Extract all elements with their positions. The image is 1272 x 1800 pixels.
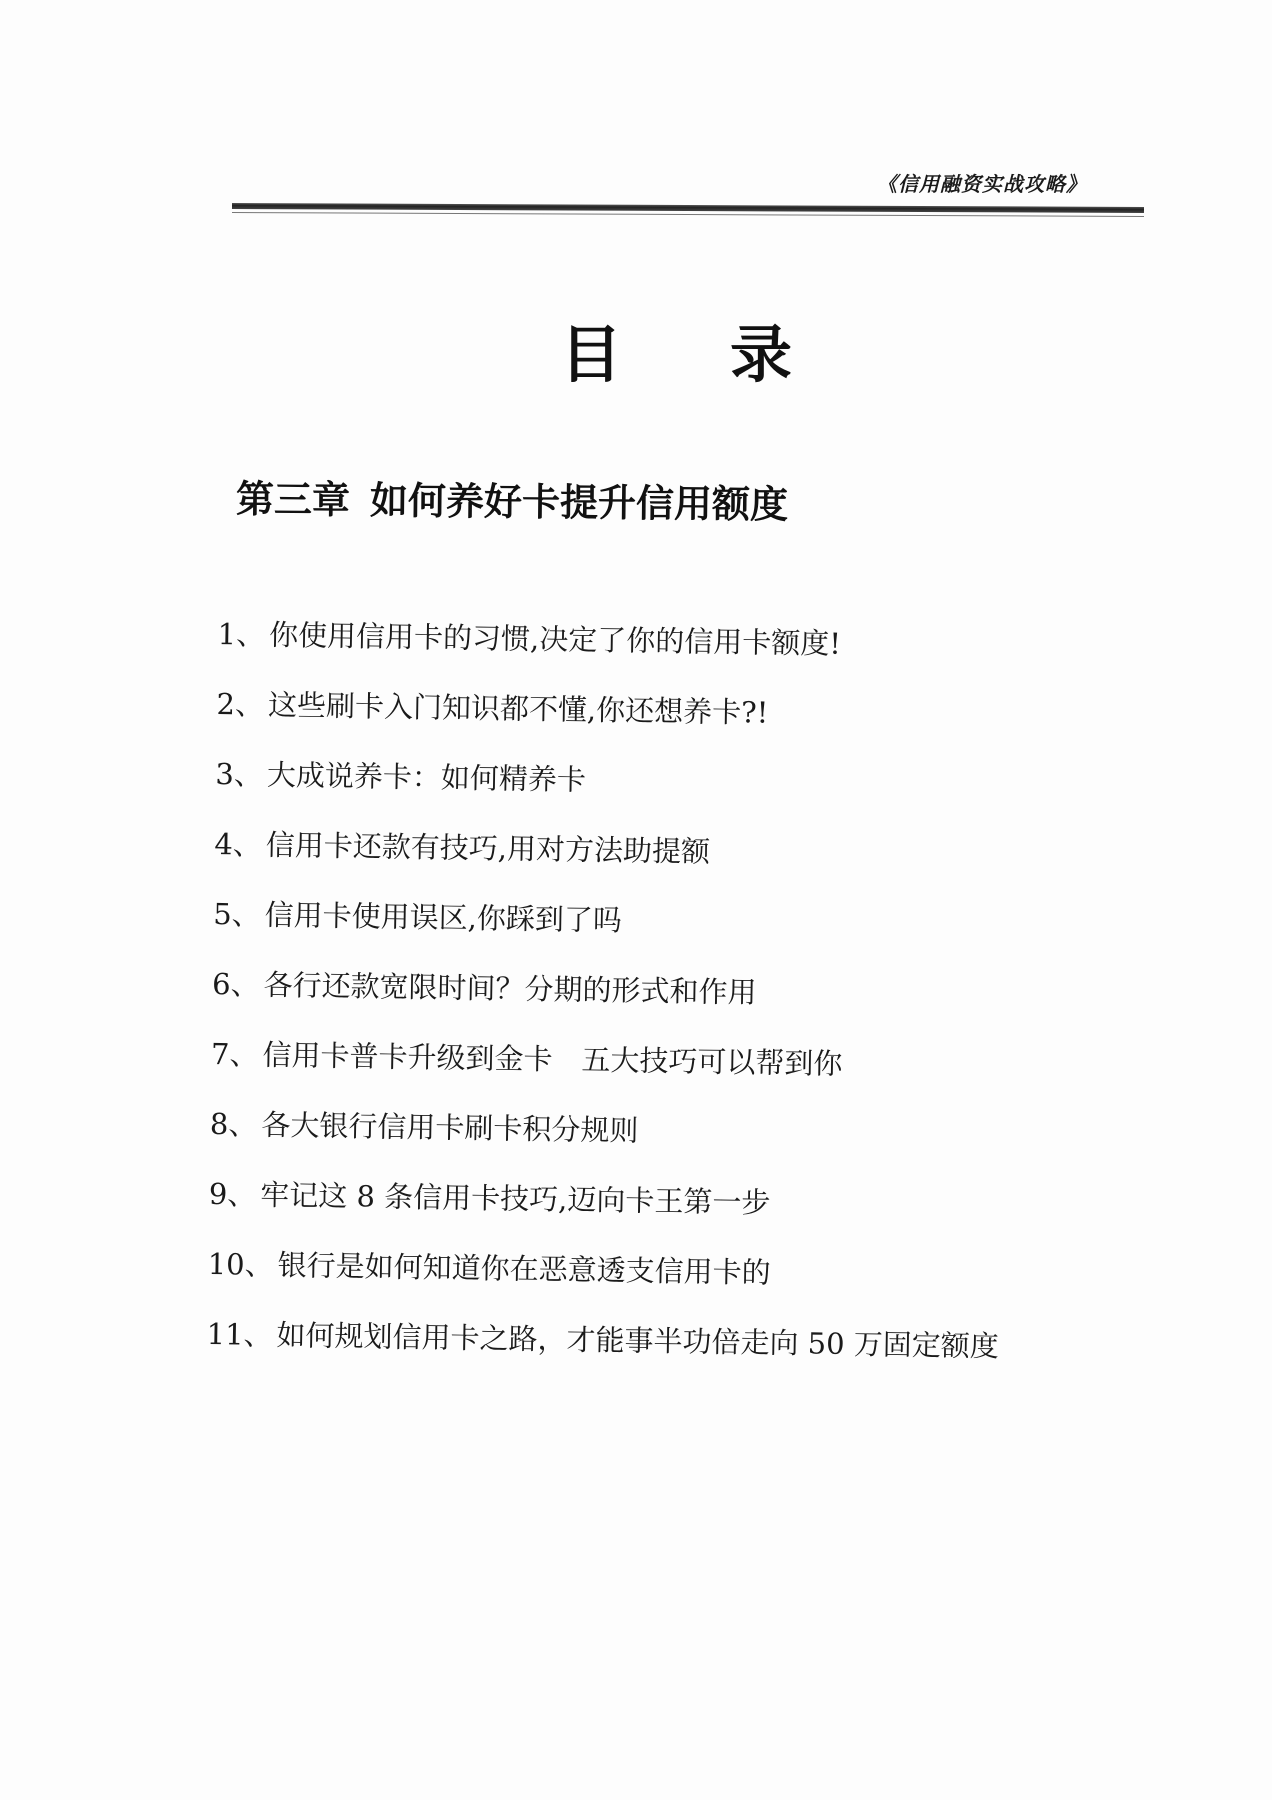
chapter-title: 如何养好卡提升信用额度 (369, 478, 789, 527)
toc-item-text: 如何规划信用卡之路，才能事半功倍走向 50 万固定额度 (276, 1318, 1000, 1364)
chapter-number: 第三章 (235, 477, 351, 523)
toc-item-text: 信用卡普卡升级到金卡 五大技巧可以帮到你 (262, 1037, 843, 1081)
running-header: 《信用融资实战攻略》 (877, 172, 1087, 196)
toc-item-number: 6、 (211, 966, 260, 1002)
toc-item-number: 11、 (206, 1316, 273, 1352)
toc-item-text: 银行是如何知道你在恶意透支信用卡的 (277, 1248, 771, 1290)
toc-item-text: 各行还款宽限时间？分期的形式和作用 (263, 967, 757, 1010)
chapter-heading (236, 468, 789, 529)
toc-item-text: 信用卡使用误区,你踩到了吗 (264, 897, 623, 938)
toc-item-text: 各大银行信用卡刷卡积分规则 (261, 1107, 639, 1148)
toc-item-number: 10、 (207, 1246, 274, 1282)
toc-item-text: 这些刷卡入门知识都不懂,你还想养卡?! (267, 687, 769, 730)
toc-item-number: 1、 (217, 616, 266, 652)
toc-list (206, 612, 1138, 1396)
toc-item-text: 牢记这 8 条信用卡技巧,迈向卡王第一步 (260, 1177, 771, 1220)
toc-item-text: 大成说养卡：如何精养卡 (266, 757, 587, 797)
toc-item (206, 1312, 1127, 1396)
toc-item-number: 4、 (214, 826, 263, 862)
toc-item-number: 9、 (208, 1176, 257, 1212)
toc-item-number: 8、 (209, 1106, 258, 1142)
toc-item-number: 7、 (210, 1036, 259, 1072)
header-rule (232, 203, 1144, 213)
toc-item-text: 你使用信用卡的习惯,决定了你的信用卡额度! (268, 617, 842, 661)
toc-item-number: 2、 (216, 686, 265, 722)
header-rule-thin (232, 212, 1144, 217)
toc-item-text: 信用卡还款有技巧,用对方法助提额 (265, 827, 711, 869)
toc-title: 目录 (560, 318, 901, 391)
toc-item-number: 3、 (215, 756, 264, 792)
toc-item-number: 5、 (212, 896, 261, 932)
